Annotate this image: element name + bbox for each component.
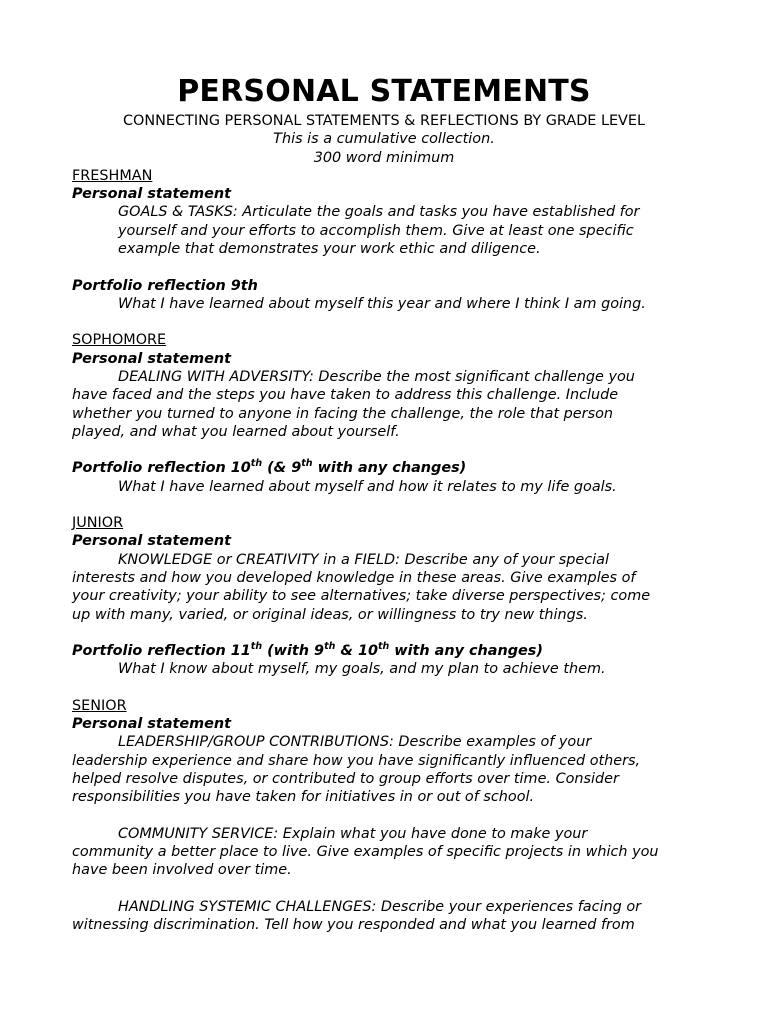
grade-heading-freshman: FRESHMAN xyxy=(72,167,153,184)
sophomore-section xyxy=(72,331,696,514)
reflection-text: What I have learned about myself and how it relates to my life goals. xyxy=(118,478,617,495)
personal-statement-label: Personal statement xyxy=(72,533,232,550)
community-line: community a better place to live. Give examples of specific projects in which you xyxy=(72,844,659,861)
statement-line: played, and what you learned about yourself. xyxy=(72,423,400,440)
grade-heading-junior: JUNIOR xyxy=(72,515,124,532)
leadership-line: helped resolve disputes, or contributed to group efforts over time. Consider xyxy=(72,771,619,788)
grade-heading-sophomore: SOPHOMORE xyxy=(72,332,167,349)
leadership-line: leadership experience and share how you have significantly influenced others, xyxy=(72,752,641,769)
reflection-text: What I know about myself, my goals, and my plan to achieve them. xyxy=(118,661,606,678)
leadership-line: responsibilities you have taken for initiatives in or out of school. xyxy=(72,789,535,806)
community-line: have been involved over time. xyxy=(72,862,292,879)
word-minimum-note: 300 word minimum xyxy=(313,149,455,166)
statement-line: have faced and the steps you have taken to address this challenge. Include xyxy=(72,387,619,404)
statement-line: yourself and your efforts to accomplish them. Give at least one specific xyxy=(118,222,634,239)
reflection-text: What I have learned about myself this year and where I think I am going. xyxy=(118,295,646,312)
statement-line: up with many, varied, or original ideas, or willingness to try new things. xyxy=(72,606,588,623)
grade-heading-senior: SENIOR xyxy=(72,697,127,714)
systemic-line: witnessing discrimination. Tell how you responded and what you learned from xyxy=(72,917,635,934)
document-page xyxy=(72,72,696,934)
page-title: PERSONAL STATEMENTS xyxy=(177,74,591,109)
personal-statement-label: Personal statement xyxy=(72,350,232,367)
freshman-section xyxy=(72,167,696,331)
portfolio-reflection-label: Portfolio reflection 9th xyxy=(72,277,258,294)
personal-statement-label: Personal statement xyxy=(72,186,232,203)
senior-section xyxy=(72,697,696,935)
statement-line: KNOWLEDGE or CREATIVITY in a FIELD: Describe any of your special xyxy=(118,551,609,568)
statement-line: DEALING WITH ADVERSITY: Describe the most significant challenge you xyxy=(118,368,635,385)
cumulative-note: This is a cumulative collection. xyxy=(273,131,495,148)
statement-line: example that demonstrates your work ethic and diligence. xyxy=(118,241,541,258)
systemic-line: HANDLING SYSTEMIC CHALLENGES: Describe your experiences facing or xyxy=(118,898,642,915)
junior-section xyxy=(72,514,696,697)
statement-line: your creativity; your ability to see alternatives; take diverse perspectives; come xyxy=(72,588,651,605)
statement-line: whether you turned to anyone in facing the challenge, the role that person xyxy=(72,405,613,422)
statement-line: interests and how you developed knowledge in these areas. Give examples of xyxy=(72,569,636,586)
page-subtitle: CONNECTING PERSONAL STATEMENTS & REFLECTIONS BY GRADE LEVEL xyxy=(122,113,646,129)
personal-statement-label: Personal statement xyxy=(72,716,232,733)
portfolio-reflection-label: Portfolio reflection 10th (& 9th with any changes) xyxy=(72,458,467,477)
community-line: COMMUNITY SERVICE: Explain what you have done to make your xyxy=(118,825,588,842)
portfolio-reflection-label: Portfolio reflection 11th (with 9th & 10th with any changes) xyxy=(72,641,543,660)
leadership-line: LEADERSHIP/GROUP CONTRIBUTIONS: Describe examples of your xyxy=(118,734,592,751)
statement-line: GOALS & TASKS: Articulate the goals and tasks you have established for xyxy=(118,204,640,221)
